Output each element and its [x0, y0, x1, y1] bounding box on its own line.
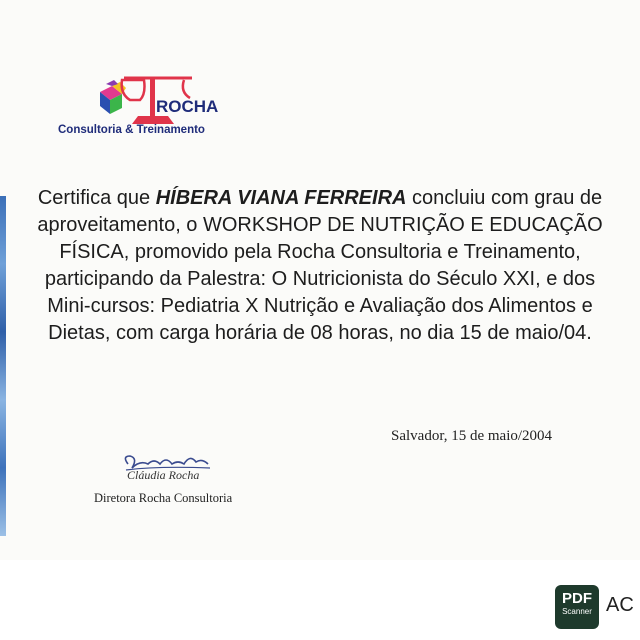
- pdf-scanner-badge: [555, 585, 599, 629]
- badge-line-2: Scanner: [562, 607, 592, 616]
- scan-edge-strip: [0, 196, 6, 536]
- signer-name: Cláudia Rocha: [127, 468, 200, 482]
- certificate-body: [22, 185, 618, 347]
- signer-role: Diretora Rocha Consultoria: [94, 491, 233, 505]
- body-text-before: Certifica que: [37, 187, 156, 209]
- company-logo: [58, 72, 238, 142]
- badge-line-1: PDF: [562, 590, 592, 607]
- scale-icon: [92, 72, 232, 128]
- recipient-name: HÍBERA VIANA FERREIRA: [155, 187, 407, 209]
- body-text-after: concluiu com grau de aproveitamento, o WORKSHOP DE NUTRIÇÃO E EDUCAÇÃO FÍSICA, promovido pela Rocha Consultoria e Treinamento, participando da Palestra: O Nutricionista do Século XXI, e dos Mini-cursos: Pediatria X Nutrição e Avaliação dos Alimentos e Dietas, com carga horária de 08 horas, no dia 15 de maio/04.: [37, 187, 603, 344]
- scanner-trailing-text: AC: [606, 594, 634, 616]
- logo-subtitle: Consultoria & Treinamento: [58, 124, 205, 136]
- logo-brand: ROCHA: [156, 97, 219, 116]
- place-and-date: Salvador, 15 de maio/2004: [391, 428, 553, 444]
